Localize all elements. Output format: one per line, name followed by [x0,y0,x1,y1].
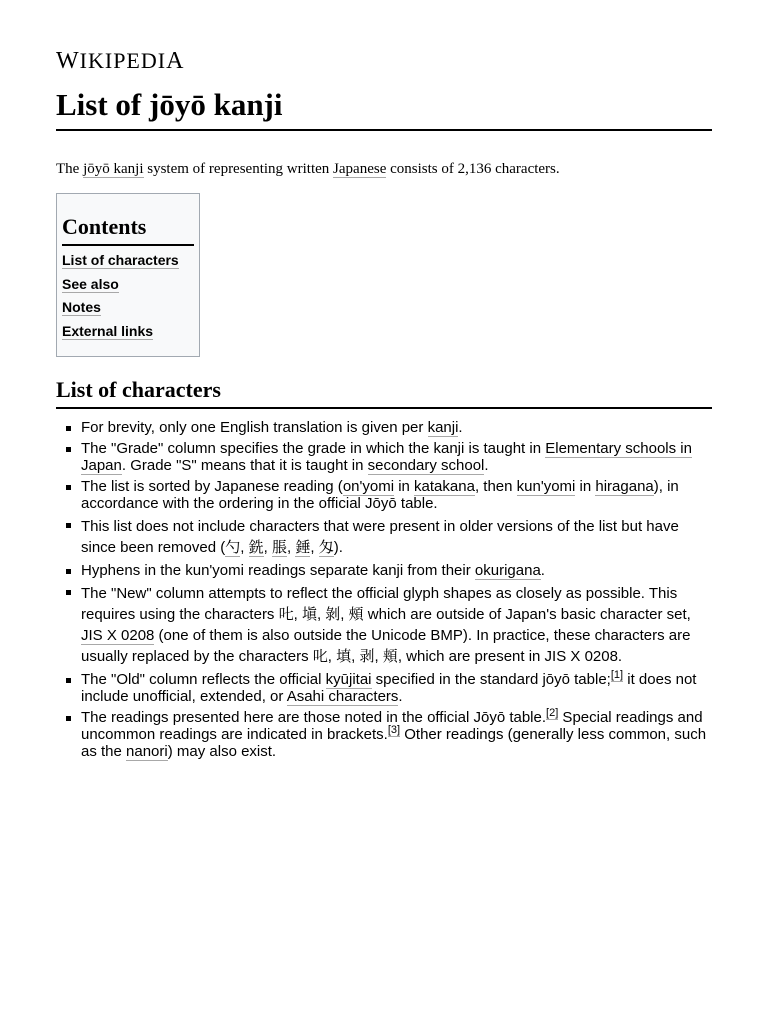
list-item: Hyphens in the kun'yomi readings separate kanji from their okurigana. [56,562,712,579]
toc-item-list-of-characters[interactable]: List of characters [62,252,179,268]
link-nanori[interactable]: nanori [126,743,168,760]
wikipedia-logo[interactable]: WIKIPEDIA [56,48,185,74]
page-title: List of jōyō kanji [56,87,712,131]
section-heading-list-of-characters: List of characters [56,377,712,409]
link-onyomi[interactable]: on'yomi [342,478,395,495]
list-item: The "Grade" column specifies the grade in which the kanji is taught in Elementary schools in Japan. Grade "S" means that it is taught in secondary school. [56,440,712,474]
link-kanji-sen[interactable]: 銑 [248,539,264,556]
link-jis-x-0208[interactable]: JIS X 0208 [81,627,155,644]
toc-item-see-also[interactable]: See also [62,275,119,292]
list-item: The "New" column attempts to reflect the official glyph shapes as closely as possible. This requires using the characters 𠮟, 塡, 剝, 頰 which are outside of Japan's basic character set, JIS X 0208 (one of them is also outside the Unicode BMP). In practice, these characters are usually replaced by the characters 叱, 填, 剥, 頬, which are present in JIS X 0208. [56,583,712,667]
link-kanji[interactable]: kanji [427,419,459,436]
link-okurigana[interactable]: okurigana [474,562,541,579]
link-katakana[interactable]: katakana [414,478,475,495]
reference-2[interactable]: [2] [546,707,559,719]
link-japanese[interactable]: Japanese [333,161,387,177]
reference-3[interactable]: [3] [387,724,401,736]
toc-item-notes[interactable]: Notes [62,299,101,315]
link-kunyomi[interactable]: kun'yomi [516,478,576,495]
article [56,48,712,764]
link-kyujitai[interactable]: kyūjitai [325,671,372,688]
link-asahi-characters[interactable]: Asahi characters [286,688,399,705]
link-kanji-sui[interactable]: 錘 [295,539,311,556]
link-kanji-chou[interactable]: 脹 [271,539,287,556]
list-item: The list is sorted by Japanese reading (on'yomi in katakana, then kun'yomi in hiragana), in accordance with the ordering in the official Jōyō table. [56,478,712,512]
link-hiragana[interactable]: hiragana [595,478,654,495]
list-item: This list does not include characters that were present in older versions of the list but have since been removed (勺, 銑, 脹, 錘, 匁). [56,516,712,558]
link-elementary-schools[interactable]: Elementary schools in Japan [81,440,692,474]
list-item: The "Old" column reflects the official kyūjitai specified in the standard jōyō table;[1] it does not include unofficial, extended, or Asahi characters. [56,671,712,705]
toc-item-external-links[interactable]: External links [62,322,154,339]
notes-list [56,419,712,760]
link-kanji-monme[interactable]: 匁 [318,539,334,556]
link-kanji-shaku[interactable]: 勺 [225,539,241,556]
table-of-contents [56,193,200,357]
toc-title: Contents [62,214,194,246]
link-secondary-school[interactable]: secondary school [367,457,485,474]
list-item: For brevity, only one English translation is given per kanji. [56,419,712,436]
link-joyo-kanji[interactable]: jōyō kanji [83,161,144,177]
list-item: The readings presented here are those noted in the official Jōyō table.[2] Special readings and uncommon readings are indicated in brackets.[3] Other readings (generally less common, such as the nanori) may also exist. [56,709,712,760]
intro-paragraph: The jōyō kanji system of representing written Japanese consists of 2,136 characters. [56,161,560,177]
reference-1[interactable]: [1] [610,669,624,681]
